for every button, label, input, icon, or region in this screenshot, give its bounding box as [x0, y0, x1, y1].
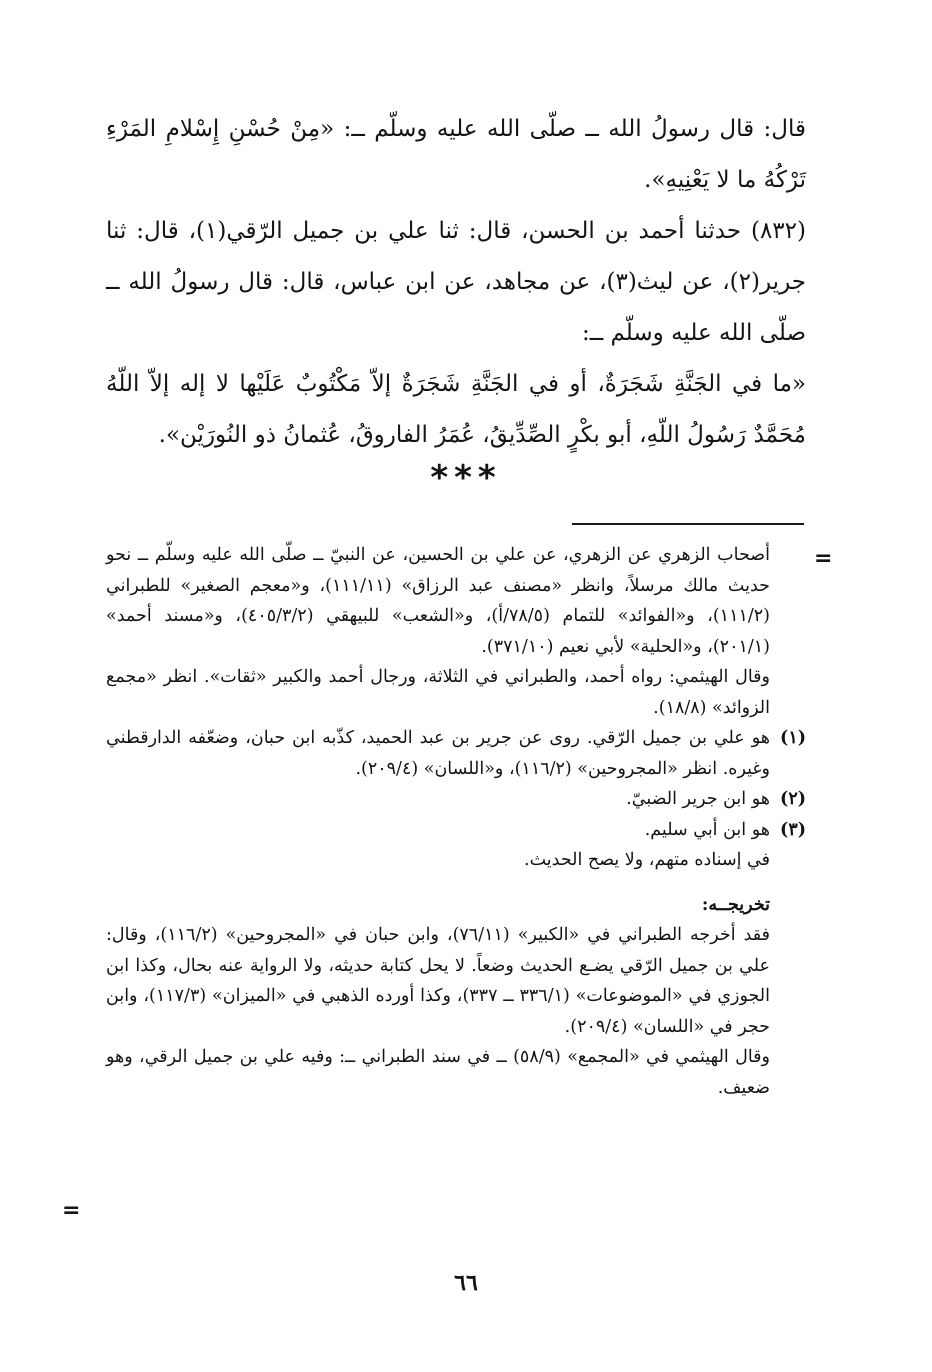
footnote-divider-rule — [572, 523, 804, 525]
footnote-number: (٣) — [780, 819, 806, 840]
hadith-832-matn-paragraph: «ما في الجَنَّةِ شَجَرَةٌ، أو في الجَنَّةِ شَجَرَةٌ إلاّ مَكْتُوبٌ عَلَيْها لا إله إلاّ اللّهُ مُحَمَّدٌ رَسُولُ اللّهِ، أبو بكْرٍ الصِّدِّيقُ، عُمَرُ الفاروقُ، عُثمانُ ذو النُورَيْن». — [106, 371, 806, 448]
footnote-number: (١) — [780, 728, 806, 748]
footnotes-block — [106, 540, 806, 1103]
hadith-intro-paragraph: قال: قال رسولُ الله ــ صلّى الله عليه وسلّم ــ: «مِنْ حُسْنِ إِسْلامِ المَرْءِ تَرْكُهُ ما لا يَعْنِيهِ». — [106, 116, 806, 193]
continuation-mark-bottom: = — [62, 1198, 81, 1223]
takhrij-heading: تخريجــه: — [701, 894, 770, 915]
footnote-item-3 — [106, 815, 806, 846]
takhrij-body: فقد أخرجه الطبراني في «الكبير» (٧٦/١١)، وابن حبان في «المجروحين» (١١٦/٢)، وقال: علي بن جميل الرّقي يضـع الحديث وضعاً. لا يحل كتابة حديثه، ولا الرواية عنه بحال، وكذا ابن الجوزي في «الموضوعات» (٣٣٦/١ ــ ٣٣٧)، وكذا أورده الذهبي في «الميزان» (١١٧/٣)، وابن حجر في «اللسان» (٢٠٩/٤). — [106, 925, 770, 1037]
page-number: ٦٦ — [454, 1270, 478, 1296]
hadith-832-isnad-paragraph: (٨٣٢) حدثنا أحمد بن الحسن، قال: ثنا علي بن جميل الرّقي(١)، قال: ثنا جرير(٢)، عن ليث(٣)، عن مجاهد، عن ابن عباس، قال: قال رسولُ الله ــ صلّى الله عليه وسلّم ــ: — [106, 218, 806, 346]
continuation-mark-top: = — [814, 546, 833, 571]
footnote-isnad-note: في إسناده متهم، ولا يصح الحديث. — [524, 850, 770, 870]
footnote-haythami-final: وقال الهيثمي في «المجمع» (٥٨/٩) ــ في سند الطبراني ــ: وفيه علي بن جميل الرقي، وهو ضعيف. — [106, 1047, 770, 1098]
section-separator-stars: *** — [430, 458, 502, 498]
footnote-haythami-note: وقال الهيثمي: رواه أحمد، والطبراني في الثلاثة، ورجال أحمد والكبير «ثقات». انظر «مجمع الزوائد» (١٨/٨). — [106, 667, 770, 718]
footnote-continuation-text: أصحاب الزهري عن الزهري، عن علي بن الحسين، عن النبيّ ــ صلّى الله عليه وسلّم ــ نحو حديث مالك مرسلاً، وانظر «مصنف عبد الرزاق» (١١١/١١)، و«معجم الصغير» للطبراني (١١١/٢)، و«الفوائد» للتمام (٧٨/٥/أ)، و«الشعب» للبيهقي (٤٠٥/٣/٢)، و«مسند أحمد» (٢٠١/١)، و«الحلية» لأبي نعيم (٣٧١/١٠). — [106, 545, 770, 657]
footnote-text: هو ابن أبي سليم. — [644, 819, 770, 840]
footnote-item-2 — [106, 784, 806, 815]
main-text-block — [106, 104, 806, 461]
footnote-item-1 — [106, 723, 806, 784]
footnote-number: (٢) — [780, 789, 806, 809]
footnote-text: هو ابن جرير الضبيّ. — [626, 789, 770, 809]
footnote-text: هو علي بن جميل الرّقي. روى عن جرير بن عبد الحميد، كذّبه ابن حبان، وضعّفه الدارقطني وغيره. انظر «المجروحين» (١١٦/٢)، و«اللسان» (٢٠٩/٤). — [106, 728, 770, 779]
